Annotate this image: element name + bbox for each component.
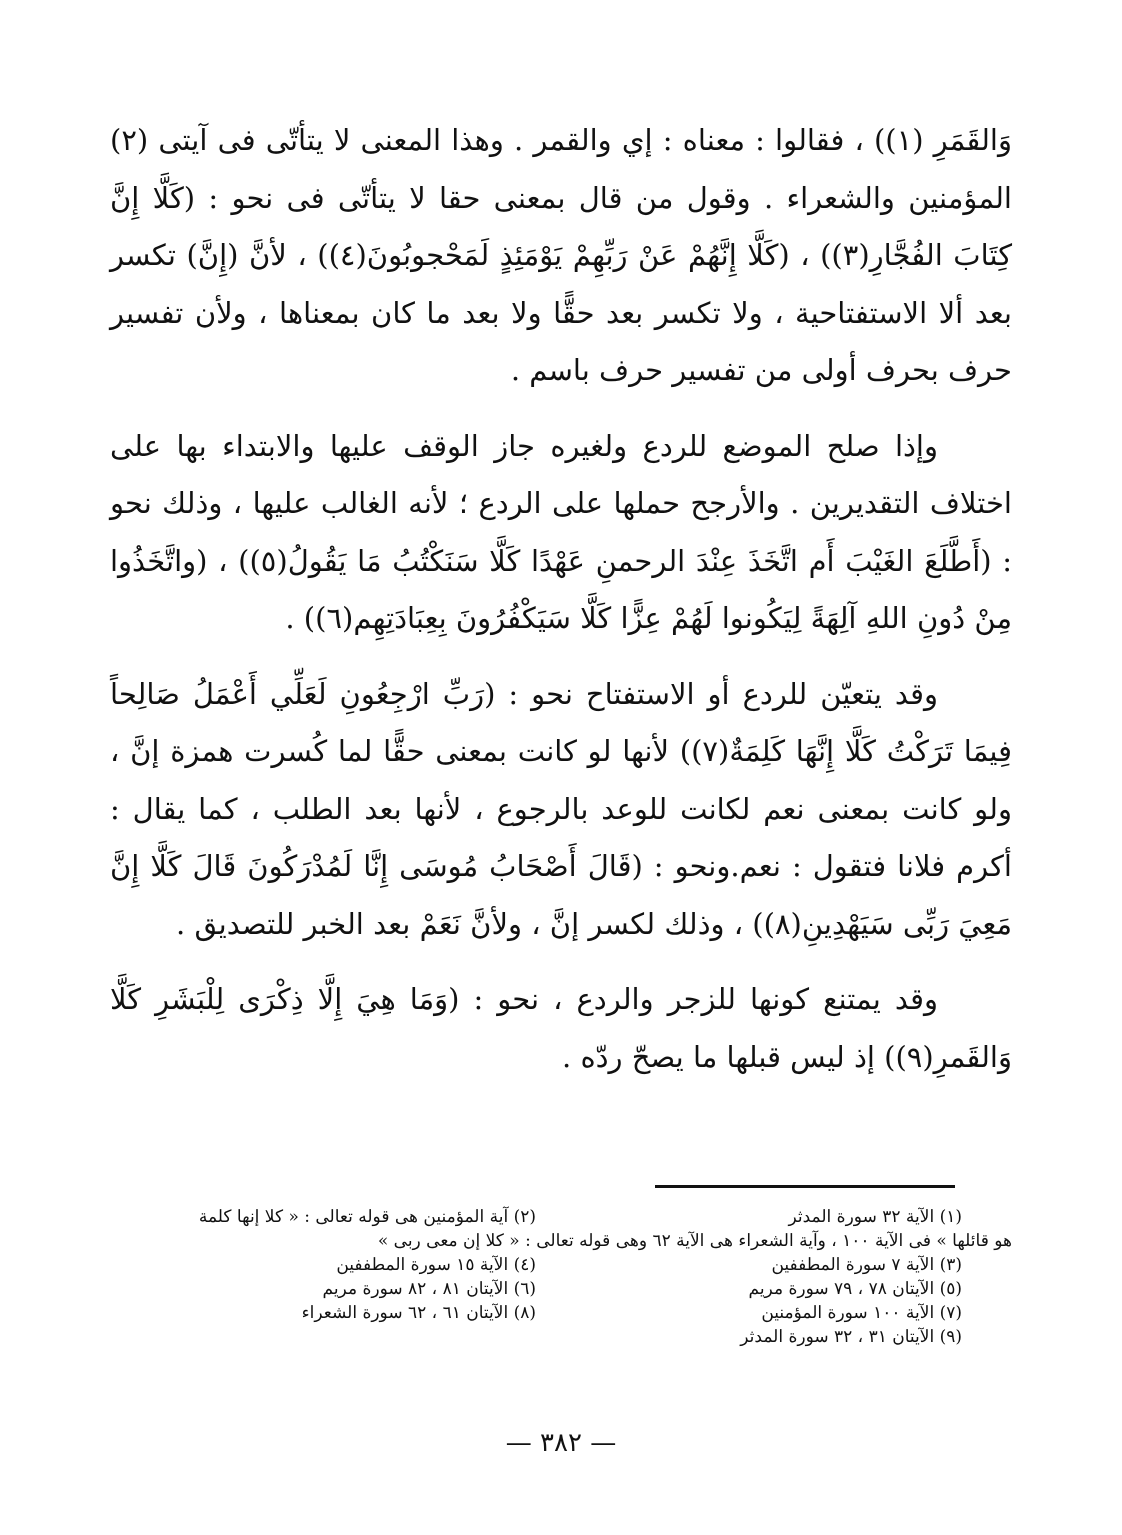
paragraph-1: وَالقَمَرِ (١)) ، فقالوا : معناه : إي والقمر . وهذا المعنى لا يتأتّى فى آيتى (٢) المؤمنين والشعراء . وقول من قال بمعنى حقا لا يتأتّى فى نحو : (كَلَّا إِنَّ كِتَابَ الفُجَّارِ(٣)) ، (كَلَّا إِنَّهُمْ عَنْ رَبِّهِمْ يَوْمَئِذٍ لَمَحْجوبُونَ(٤)) ، لأنَّ (إِنَّ) تكسر بعد ألا الاستفتاحية ، ولا تكسر بعد حقًّا ولا بعد ما كان بمعناها ، ولأن تفسير حرف بحرف أولى من تفسير حرف باسم . <box>110 123 1013 387</box>
footnote-5: (٥) الآيتان ٧٨ ، ٧٩ سورة مريم <box>748 1279 962 1299</box>
paragraph-2: وإذا صلح الموضع للردع ولغيره جاز الوقف عليها والابتداء بها على اختلاف التقديرين . والأرجح حملها على الردع ؛ لأنه الغالب عليها ، وذلك نحو : (أَطَّلَعَ الغَيْبَ أَم اتَّخَذَ عِنْدَ الرحمنِ عَهْدًا كَلَّا سَنَكْتُبُ مَا يَقُولُ(٥)) ، (واتَّخَذُوا مِنْ دُونِ اللهِ آلِهَةً لِيَكُونوا لَهُمْ عِزًّا كَلَّا سَيَكْفُرُونَ بِعِبَادَتِهِم(٦)) . <box>110 428 1013 635</box>
footnote-3: (٣) الآية ٧ سورة المطففين <box>771 1255 962 1275</box>
main-text <box>110 112 1012 1086</box>
paragraph-3: وقد يتعيّن للردع أو الاستفتاح نحو : (رَبِّ ارْجِعُونِ لَعَلِّي أَعْمَلُ صَالِحاً فِيمَا تَرَكْتُ كَلَّا إِنَّهَا كَلِمَةٌ(٧)) لأنها لو كانت بمعنى حقًّا لما كُسرت همزة إنَّ ، ولو كانت بمعنى نعم لكانت للوعد بالرجوع ، لأنها بعد الطلب ، كما يقال : أكرم فلانا فتقول : نعم.ونحو : (قَالَ أَصْحَابُ مُوسَى إِنَّا لَمُدْرَكُونَ قَالَ كَلَّا إِنَّ مَعِيَ رَبِّى سَيَهْدِينِ(٨)) ، وذلك لكسر إنَّ ، ولأنَّ نَعَمْ بعد الخبر للتصديق . <box>110 676 1013 941</box>
footnote-1: (١) الآية ٣٢ سورة المدثر <box>788 1207 962 1227</box>
footnote-4: (٤) الآية ١٥ سورة المطففين <box>336 1255 536 1275</box>
footnote-6: (٦) الآيتان ٨١ ، ٨٢ سورة مريم <box>322 1279 536 1299</box>
footnote-7: (٧) الآية ١٠٠ سورة المؤمنين <box>761 1303 962 1323</box>
footnotes <box>110 1205 1012 1349</box>
page-number: — ٣٨٢ — <box>505 1428 617 1458</box>
footnote-divider <box>655 1185 955 1188</box>
paragraph-4: وقد يمتنع كونها للزجر والردع ، نحو : (وَمَا هِيَ إِلَّا ذِكْرَى لِلْبَشَرِ كَلَّا وَالقَمرِ(٩)) إذ ليس قبلها ما يصحّ ردّه . <box>110 982 1012 1074</box>
footnote-8: (٨) الآيتان ٦١ ، ٦٢ سورة الشعراء <box>301 1303 536 1323</box>
footnote-2: (٢) آية المؤمنين هى قوله تعالى : « كلا إنها كلمة <box>198 1207 536 1227</box>
footnote-9: (٩) الآيتان ٣١ ، ٣٢ سورة المدثر <box>740 1327 962 1347</box>
footnote-2-continuation: هو قائلها » فى الآية ١٠٠ ، وآية الشعراء هى الآية ٦٢ وهى قوله تعالى : « كلا إن معى ربى » <box>377 1231 1012 1251</box>
